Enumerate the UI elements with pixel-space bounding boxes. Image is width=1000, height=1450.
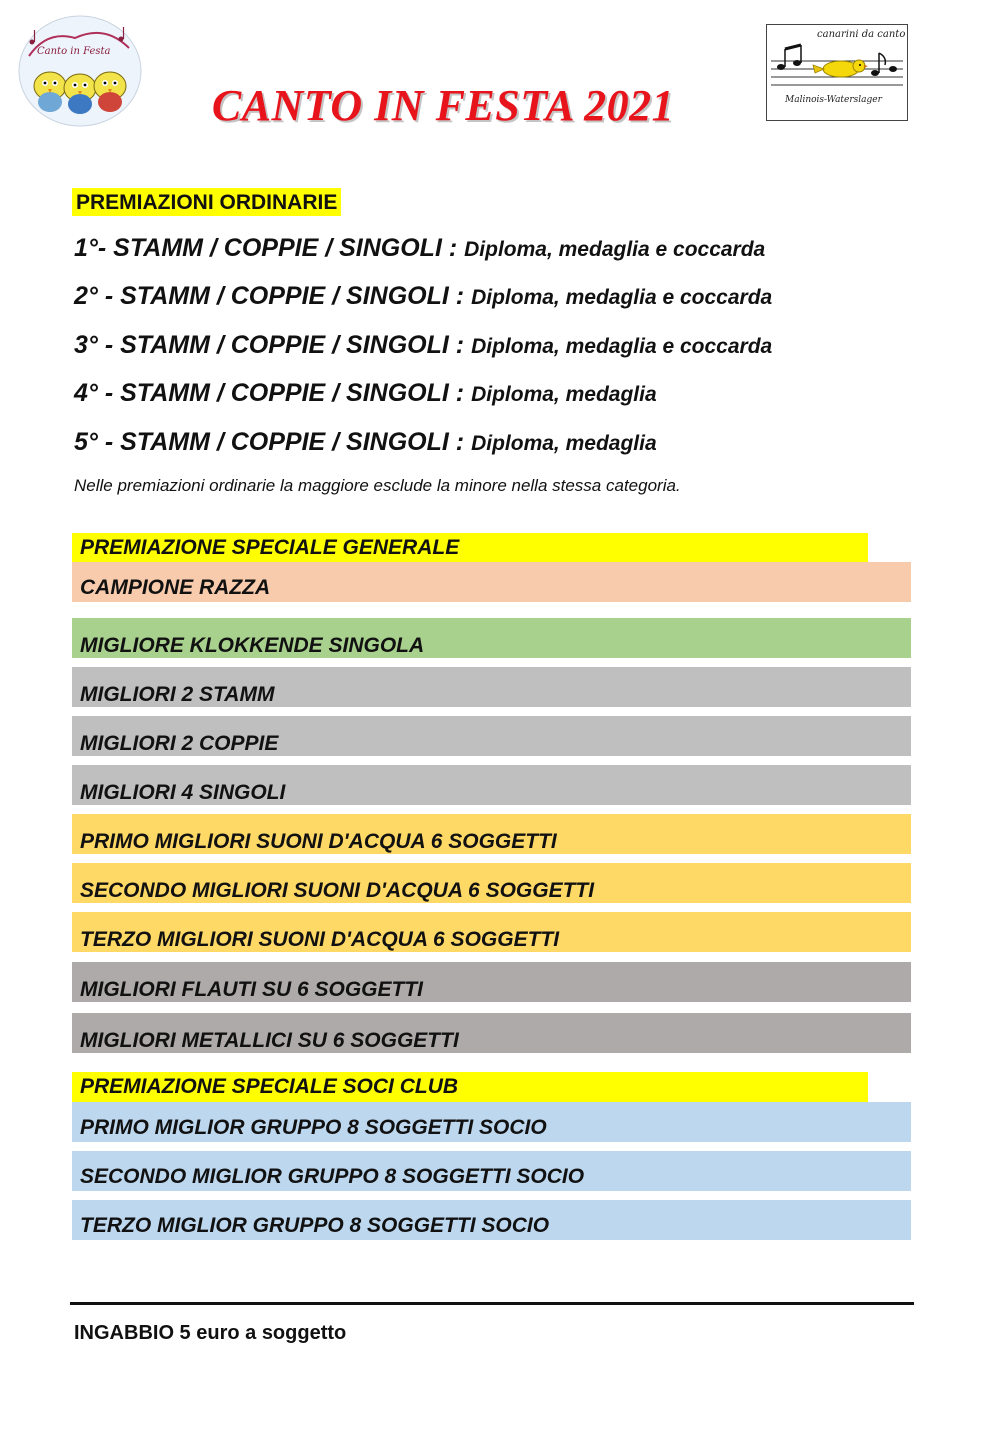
special-item-secondo-acqua: SECONDO MIGLIORI SUONI D'ACQUA 6 SOGGETTI (72, 863, 911, 903)
special-item-klokkende: MIGLIORE KLOKKENDE SINGOLA (72, 618, 911, 658)
footer-note: INGABBIO 5 euro a soggetto (74, 1322, 347, 1344)
special-item-metallici: MIGLIORI METALLICI SU 6 SOGGETTI (72, 1013, 911, 1053)
special-general-heading: PREMIAZIONE SPECIALE GENERALE (72, 533, 868, 563)
club-logo-top-text: canarini da canto (817, 29, 906, 40)
prize-label: 5° - STAMM / COPPIE / SINGOLI : (74, 428, 465, 456)
prize-label: 3° - STAMM / COPPIE / SINGOLI : (74, 331, 465, 359)
prize-description: Diploma, medaglia (471, 383, 657, 406)
prize-row-2 (74, 281, 772, 313)
ordinary-prizes-heading: PREMIAZIONI ORDINARIE (72, 188, 341, 216)
prize-row-5 (74, 427, 657, 459)
special-item-flauti: MIGLIORI FLAUTI SU 6 SOGGETTI (72, 962, 911, 1002)
prize-description: Diploma, medaglia e coccarda (464, 238, 766, 261)
club-logo (766, 24, 908, 121)
club-logo-bottom-text: Malinois-Waterslager (785, 95, 882, 105)
prize-label: 1°- STAMM / COPPIE / SINGOLI : (74, 234, 458, 262)
special-item-stamm: MIGLIORI 2 STAMM (72, 667, 911, 707)
footer-divider (70, 1302, 914, 1305)
special-item-campione-razza: CAMPIONE RAZZA (72, 562, 911, 602)
prize-label: 2° - STAMM / COPPIE / SINGOLI : (74, 282, 465, 310)
special-club-heading: PREMIAZIONE SPECIALE SOCI CLUB (72, 1072, 868, 1102)
prize-label: 4° - STAMM / COPPIE / SINGOLI : (74, 379, 465, 407)
club-item-primo: PRIMO MIGLIOR GRUPPO 8 SOGGETTI SOCIO (72, 1102, 911, 1142)
club-item-terzo: TERZO MIGLIOR GRUPPO 8 SOGGETTI SOCIO (72, 1200, 911, 1240)
club-item-secondo: SECONDO MIGLIOR GRUPPO 8 SOGGETTI SOCIO (72, 1151, 911, 1191)
prize-row-4 (74, 378, 657, 410)
special-item-primo-acqua: PRIMO MIGLIORI SUONI D'ACQUA 6 SOGGETTI (72, 814, 911, 854)
page-title: CANTO IN FESTA 2021 (211, 81, 675, 130)
svg-text:Canto in Festa: Canto in Festa (37, 46, 111, 57)
special-item-singoli: MIGLIORI 4 SINGOLI (72, 765, 911, 805)
prize-description: Diploma, medaglia (471, 432, 657, 455)
ordinary-prizes-note: Nelle premiazioni ordinarie la maggiore esclude la minore nella stessa categoria. (74, 476, 681, 495)
prize-description: Diploma, medaglia e coccarda (471, 286, 773, 309)
prize-description: Diploma, medaglia e coccarda (471, 335, 773, 358)
prize-row-1 (74, 233, 765, 265)
prize-row-3 (74, 330, 772, 362)
special-item-terzo-acqua: TERZO MIGLIORI SUONI D'ACQUA 6 SOGGETTI (72, 912, 911, 952)
special-item-coppie: MIGLIORI 2 COPPIE (72, 716, 911, 756)
